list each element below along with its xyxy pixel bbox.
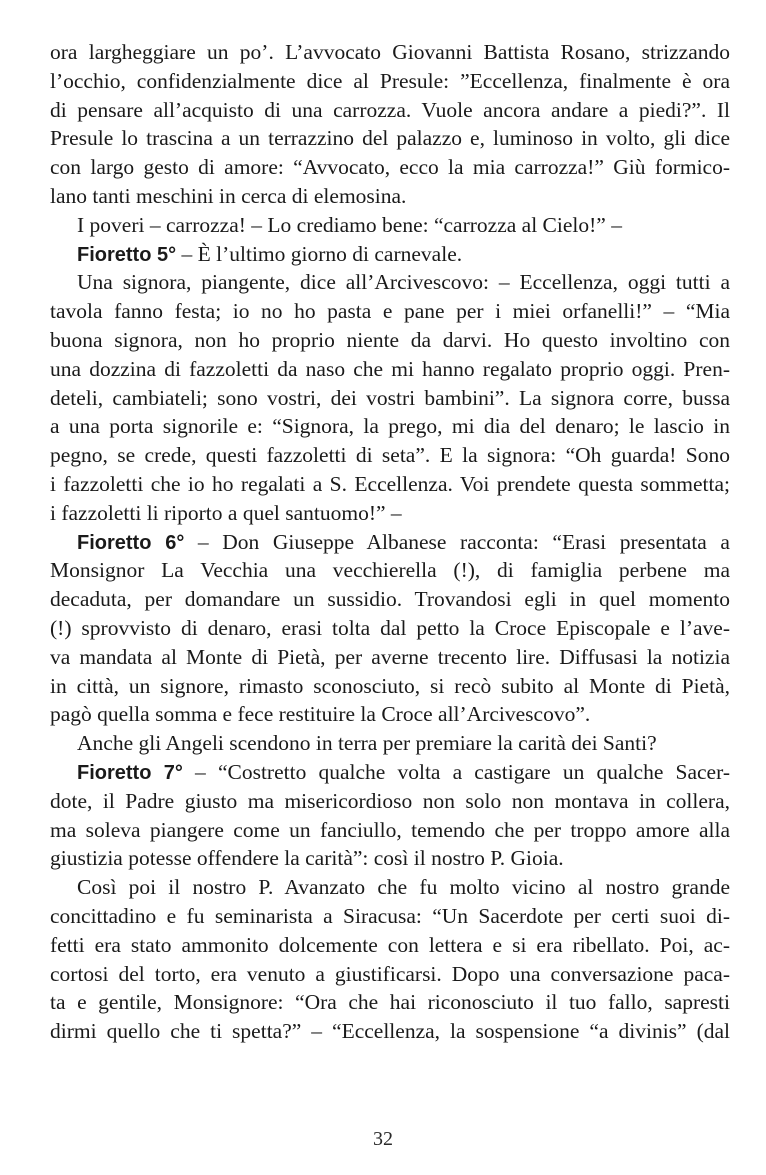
line-text: – Don Giuseppe Albanese racconta: “Erasi presentata a bbox=[184, 529, 730, 554]
text-line bbox=[50, 960, 730, 989]
text-line bbox=[50, 240, 730, 269]
text-line bbox=[50, 672, 730, 701]
line-text: di pensare all’acquisto di una carrozza. Vuole ancora andare a piedi?”. Il bbox=[50, 97, 730, 122]
text-line bbox=[50, 931, 730, 960]
line-text: I poveri – carrozza! – Lo crediamo bene: “carrozza al Cielo!” – bbox=[77, 212, 622, 237]
book-page-text bbox=[50, 38, 730, 1046]
line-text: decaduta, per domandare un sussidio. Trovandosi egli in quel momento bbox=[50, 587, 730, 612]
line-text: una dozzina di fazzoletti da naso che mi hanno regalato proprio oggi. Pren- bbox=[50, 356, 730, 381]
line-text: ma soleva piangere come un fanciullo, temendo che per troppo amore alla bbox=[50, 817, 730, 842]
line-text: pegno, se crede, questi fazzoletti di seta”. E la signora: “Oh guarda! Sono bbox=[50, 443, 730, 468]
line-text: in città, un signore, rimasto sconosciuto, si recò subito al Monte di Pietà, bbox=[50, 673, 730, 698]
text-line bbox=[50, 499, 730, 528]
text-line bbox=[50, 182, 730, 211]
text-line bbox=[50, 326, 730, 355]
text-line bbox=[50, 528, 730, 557]
fioretto-heading: Fioretto 5° bbox=[77, 243, 177, 266]
line-text: dote, il Padre giusto ma misericordioso non solo non montava in collera, bbox=[50, 788, 730, 813]
line-text: tavola fanno festa; io no ho pasta e pane per i miei orfanelli!” – “Mia bbox=[50, 299, 730, 324]
fioretto-heading: Fioretto 7° bbox=[77, 761, 183, 784]
line-text: (!) sprovvisto di denaro, erasi tolta dal petto la Croce Episcopale e l’ave- bbox=[50, 615, 730, 640]
line-text: Così poi il nostro P. Avanzato che fu molto vicino al nostro grande bbox=[77, 875, 730, 900]
text-line bbox=[50, 268, 730, 297]
line-text: – “Costretto qualche volta a castigare un qualche Sacer- bbox=[182, 759, 730, 784]
text-line bbox=[50, 297, 730, 326]
line-text: Presule lo trascina a un terrazzino del palazzo e, luminoso in volto, gli dice bbox=[50, 126, 730, 151]
text-line bbox=[50, 470, 730, 499]
text-line bbox=[50, 441, 730, 470]
line-text: buona signora, non ho proprio niente da darvi. Ho questo involtino con bbox=[50, 327, 730, 352]
line-text: deteli, cambiateli; sono vostri, dei vostri bambini”. La signora corre, bussa bbox=[50, 385, 730, 410]
text-line bbox=[50, 412, 730, 441]
text-line bbox=[50, 758, 730, 787]
line-text: i fazzoletti che io ho regalati a S. Eccellenza. Voi prendete questa sommetta; bbox=[50, 471, 730, 496]
text-line bbox=[50, 67, 730, 96]
text-line bbox=[50, 729, 730, 758]
line-text: Anche gli Angeli scendono in terra per premiare la carità dei Santi? bbox=[77, 731, 657, 756]
line-text: concittadino e fu seminarista a Siracusa: “Un Sacerdote per certi suoi di- bbox=[50, 903, 730, 928]
line-text: pagò quella somma e fece restituire la Croce all’Arcivescovo”. bbox=[50, 702, 591, 727]
line-text: Monsignor La Vecchia una vecchierella (!), di famiglia perbene ma bbox=[50, 558, 730, 583]
fioretto-heading: Fioretto 6° bbox=[77, 531, 185, 554]
line-text: giustizia potesse offendere la carità”: così il nostro P. Gioia. bbox=[50, 846, 564, 871]
text-line bbox=[50, 96, 730, 125]
page-number: 32 bbox=[373, 1128, 393, 1150]
line-text: va mandata al Monte di Pietà, per averne trecento lire. Diffusasi la notizia bbox=[50, 644, 730, 669]
text-line bbox=[50, 1017, 730, 1046]
line-text: con largo gesto di amore: “Avvocato, ecco la mia carrozza!” Giù formico- bbox=[50, 155, 730, 180]
text-line bbox=[50, 614, 730, 643]
line-text: lano tanti meschini in cerca di elemosina. bbox=[50, 183, 407, 208]
text-line bbox=[50, 787, 730, 816]
line-text: a una porta signorile e: “Signora, la prego, mi dia del denaro; le lascio in bbox=[50, 414, 730, 439]
line-text: ora largheggiare un po’. L’avvocato Giovanni Battista Rosano, strizzando bbox=[50, 40, 730, 64]
line-text: fetti era stato ammonito dolcemente con lettera e si era ribellato. Poi, ac- bbox=[50, 932, 730, 957]
line-text: cortosi del torto, era venuto a giustificarsi. Dopo una conversazione paca- bbox=[50, 961, 730, 986]
line-text: – È l’ultimo giorno di carnevale. bbox=[176, 241, 463, 266]
line-text: i fazzoletti li riporto a quel santuomo!” – bbox=[50, 500, 402, 525]
text-line bbox=[50, 384, 730, 413]
text-line bbox=[50, 816, 730, 845]
line-text: Una signora, piangente, dice all’Arcivescovo: – Eccellenza, oggi tutti a bbox=[77, 270, 730, 295]
text-line bbox=[50, 355, 730, 384]
text-line bbox=[50, 153, 730, 182]
text-line bbox=[50, 902, 730, 931]
text-line bbox=[50, 988, 730, 1017]
text-line bbox=[50, 643, 730, 672]
text-line bbox=[50, 844, 730, 873]
text-line bbox=[50, 211, 730, 240]
line-text: dirmi quello che ti spetta?” – “Eccellenza, la sospensione “a divinis” (dal bbox=[50, 1019, 730, 1044]
text-line bbox=[50, 38, 730, 67]
text-line bbox=[50, 124, 730, 153]
text-line bbox=[50, 873, 730, 902]
text-line bbox=[50, 585, 730, 614]
text-line bbox=[50, 556, 730, 585]
line-text: l’occhio, confidenzialmente dice al Presule: ”Eccellenza, finalmente è ora bbox=[50, 68, 730, 93]
line-text: ta e gentile, Monsignore: “Ora che hai riconosciuto il tuo fallo, sapresti bbox=[50, 990, 730, 1015]
text-line bbox=[50, 700, 730, 729]
